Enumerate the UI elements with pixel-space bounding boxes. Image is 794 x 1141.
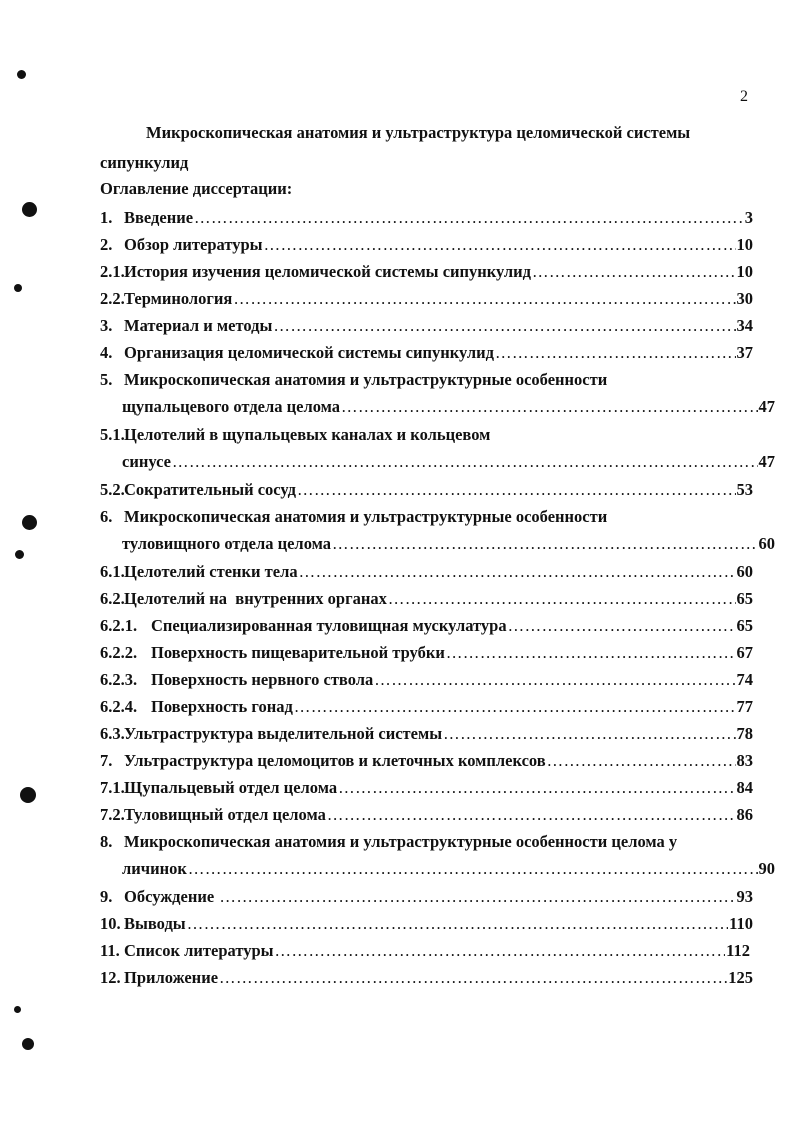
toc-entry: [100, 968, 753, 987]
dot-leader: [188, 859, 758, 878]
toc-entry-text: Ультраструктура целомоцитов и клеточных комплексов: [124, 751, 546, 770]
punch-hole-mark: [22, 202, 37, 217]
toc-entry-page: 65: [736, 616, 753, 635]
toc-entry-number: 3.: [100, 316, 113, 335]
toc-entry: [100, 697, 753, 716]
toc-entry-page: 37: [736, 343, 753, 362]
toc-entry-text: Целотелий стенки тела: [124, 562, 298, 581]
toc-entry-text: Поверхность гонад: [151, 697, 293, 716]
toc-entry: [100, 589, 753, 608]
toc-entry-number: 11.: [100, 941, 120, 960]
toc-entry-page: 60: [758, 534, 775, 553]
toc-entry-number: 6.3.: [100, 724, 125, 743]
toc-entry: [100, 887, 753, 906]
toc-entry-text-continued: синусе: [122, 452, 171, 471]
toc-entry-page: 84: [736, 778, 753, 797]
dot-leader: [338, 778, 735, 797]
dot-leader: [233, 289, 735, 308]
dot-leader: [446, 643, 736, 662]
toc-entry-text: Терминология: [124, 289, 233, 308]
dot-leader: [388, 589, 736, 608]
dot-leader: [495, 343, 736, 362]
page-number: 2: [740, 88, 748, 105]
toc-entry-number: 6.1.: [100, 562, 125, 581]
toc-entry-number: 12.: [100, 968, 121, 987]
toc-entry-text: Обсуждение: [124, 887, 219, 906]
toc-entry-text: Список литературы: [124, 941, 274, 960]
toc-entry-text: Специализированная туловищная мускулатура: [151, 616, 507, 635]
toc-entry-text: Щупальцевый отдел целома: [124, 778, 338, 797]
toc-entry-page: 74: [736, 670, 753, 689]
toc-entry-number: 2.1.: [100, 262, 125, 281]
toc-entry: [100, 724, 753, 743]
dot-leader: [297, 480, 736, 499]
toc-entry: [100, 370, 775, 416]
punch-hole-mark: [15, 550, 24, 559]
dot-leader: [374, 670, 735, 689]
toc-entry-page: 77: [736, 697, 753, 716]
dot-leader: [532, 262, 735, 281]
toc-entry-text: Микроскопическая анатомия и ультраструктурные особенности: [124, 370, 608, 389]
toc-entry-page: 78: [736, 724, 753, 743]
toc-heading: Оглавление диссертации:: [100, 179, 293, 198]
toc-entry: [100, 805, 753, 824]
toc-entry-text: Поверхность пищеварительной трубки: [151, 643, 445, 662]
toc-entry-text: Сократительный сосуд: [124, 480, 296, 499]
toc-entry-text: Микроскопическая анатомия и ультраструктурные особенности целома у: [124, 832, 678, 851]
punch-hole-mark: [14, 284, 22, 292]
toc-entry-text: Организация целомической системы сипункулид: [124, 343, 494, 362]
toc-entry-number: 7.2.: [100, 805, 125, 824]
toc-entry-text: История изучения целомической системы сипункулид: [124, 262, 532, 281]
toc-entry-number: 2.: [100, 235, 113, 254]
toc-entry-page: 3: [744, 208, 753, 227]
toc-entry: [100, 914, 753, 933]
toc-entry-text: Материал и методы: [124, 316, 273, 335]
toc-entry-page: 86: [736, 805, 753, 824]
toc-entry: [100, 235, 753, 254]
title-line-1: Микроскопическая анатомия и ультраструктура целомической системы: [146, 123, 691, 142]
toc-entry-number: 5.: [100, 370, 113, 389]
toc-entry-text: Введение: [124, 208, 194, 227]
toc-entry-number: 6.2.1.: [100, 616, 138, 635]
dot-leader: [332, 534, 757, 553]
toc-entry-number: 5.1.: [100, 425, 125, 444]
toc-entry-page: 30: [736, 289, 753, 308]
toc-entry-page: 10: [736, 262, 753, 281]
toc-entry: [100, 316, 753, 335]
dot-leader: [341, 397, 757, 416]
dot-leader: [299, 562, 736, 581]
punch-hole-mark: [17, 70, 26, 79]
toc-entry: [100, 941, 750, 960]
toc-entry-number: 1.: [100, 208, 113, 227]
toc-entry: [100, 670, 753, 689]
toc-entry-page: 112: [726, 941, 750, 960]
dot-leader: [194, 208, 744, 227]
dot-leader: [294, 697, 736, 716]
toc-entry-number: 6.2.3.: [100, 670, 138, 689]
toc-entry-text: Микроскопическая анатомия и ультраструктурные особенности: [124, 507, 608, 526]
toc-entry-page: 93: [736, 887, 753, 906]
toc-entry-page: 125: [728, 968, 753, 987]
toc-entry: [100, 343, 753, 362]
toc-entry-text: Обзор литературы: [124, 235, 263, 254]
toc-entry: [100, 616, 753, 635]
toc-entry-page: 83: [736, 751, 753, 770]
dot-leader: [273, 316, 735, 335]
toc-entry: [100, 832, 775, 878]
toc-entry-number: 7.1.: [100, 778, 125, 797]
toc-entry-page: 34: [736, 316, 753, 335]
toc-entry: [100, 751, 753, 770]
toc-entry: [100, 643, 753, 662]
dot-leader: [443, 724, 735, 743]
toc-entry-page: 60: [736, 562, 753, 581]
toc-entry-page: 47: [758, 452, 775, 471]
toc-entry-text: Приложение: [124, 968, 219, 987]
toc-entry-text: Целотелий в щупальцевых каналах и кольцевом: [124, 425, 491, 444]
punch-hole-mark: [20, 787, 36, 803]
toc-entry-text: Ультраструктура выделительной системы: [124, 724, 443, 743]
toc-entry-number: 6.2.: [100, 589, 125, 608]
toc-entry-number: 6.2.2.: [100, 643, 138, 662]
toc-entry-text: Поверхность нервного ствола: [151, 670, 374, 689]
dot-leader: [327, 805, 736, 824]
toc-entry-number: 10.: [100, 914, 121, 933]
punch-hole-mark: [22, 1038, 34, 1050]
punch-hole-mark: [14, 1006, 21, 1013]
toc-entry-number: 9.: [100, 887, 113, 906]
toc-entry: [100, 425, 775, 471]
dot-leader: [508, 616, 736, 635]
toc-entry-page: 10: [736, 235, 753, 254]
toc-entry-text-continued: щупальцевого отдела целома: [122, 397, 341, 416]
toc-entry-text: Туловищный отдел целома: [124, 805, 326, 824]
toc-entry: [100, 562, 753, 581]
toc-entry-number: 5.2.: [100, 480, 125, 499]
dot-leader: [219, 887, 735, 906]
toc-entry: [100, 208, 753, 227]
punch-hole-mark: [22, 515, 37, 530]
toc-entry: [100, 778, 753, 797]
toc-entry: [100, 507, 775, 553]
toc-entry-text-continued: туловищного отдела целома: [122, 534, 332, 553]
toc-entry-page: 67: [736, 643, 753, 662]
toc-entry-page: 53: [736, 480, 753, 499]
toc-entry-text: Выводы: [124, 914, 186, 933]
toc-entry-number: 8.: [100, 832, 113, 851]
dot-leader: [172, 452, 758, 471]
toc-entry: [100, 480, 753, 499]
toc-entry-page: 110: [729, 914, 753, 933]
toc-entry-page: 90: [758, 859, 775, 878]
toc-entry: [100, 262, 753, 281]
toc-entry-number: 2.2.: [100, 289, 125, 308]
toc-entry-page: 65: [736, 589, 753, 608]
toc-entry-number: 6.2.4.: [100, 697, 138, 716]
dot-leader: [187, 914, 728, 933]
toc-entry-text: Целотелий на внутренних органах: [124, 589, 387, 608]
toc-entry-number: 4.: [100, 343, 113, 362]
toc-entry: [100, 289, 753, 308]
dot-leader: [547, 751, 736, 770]
dot-leader: [275, 941, 726, 960]
dot-leader: [264, 235, 736, 254]
document-title: [100, 118, 760, 178]
toc-entry-text-continued: личинок: [122, 859, 187, 878]
toc-entry-page: 47: [758, 397, 775, 416]
toc-entry-number: 6.: [100, 507, 113, 526]
title-line-2: сипункулид: [100, 153, 189, 172]
toc-entry-number: 7.: [100, 751, 113, 770]
dot-leader: [219, 968, 727, 987]
